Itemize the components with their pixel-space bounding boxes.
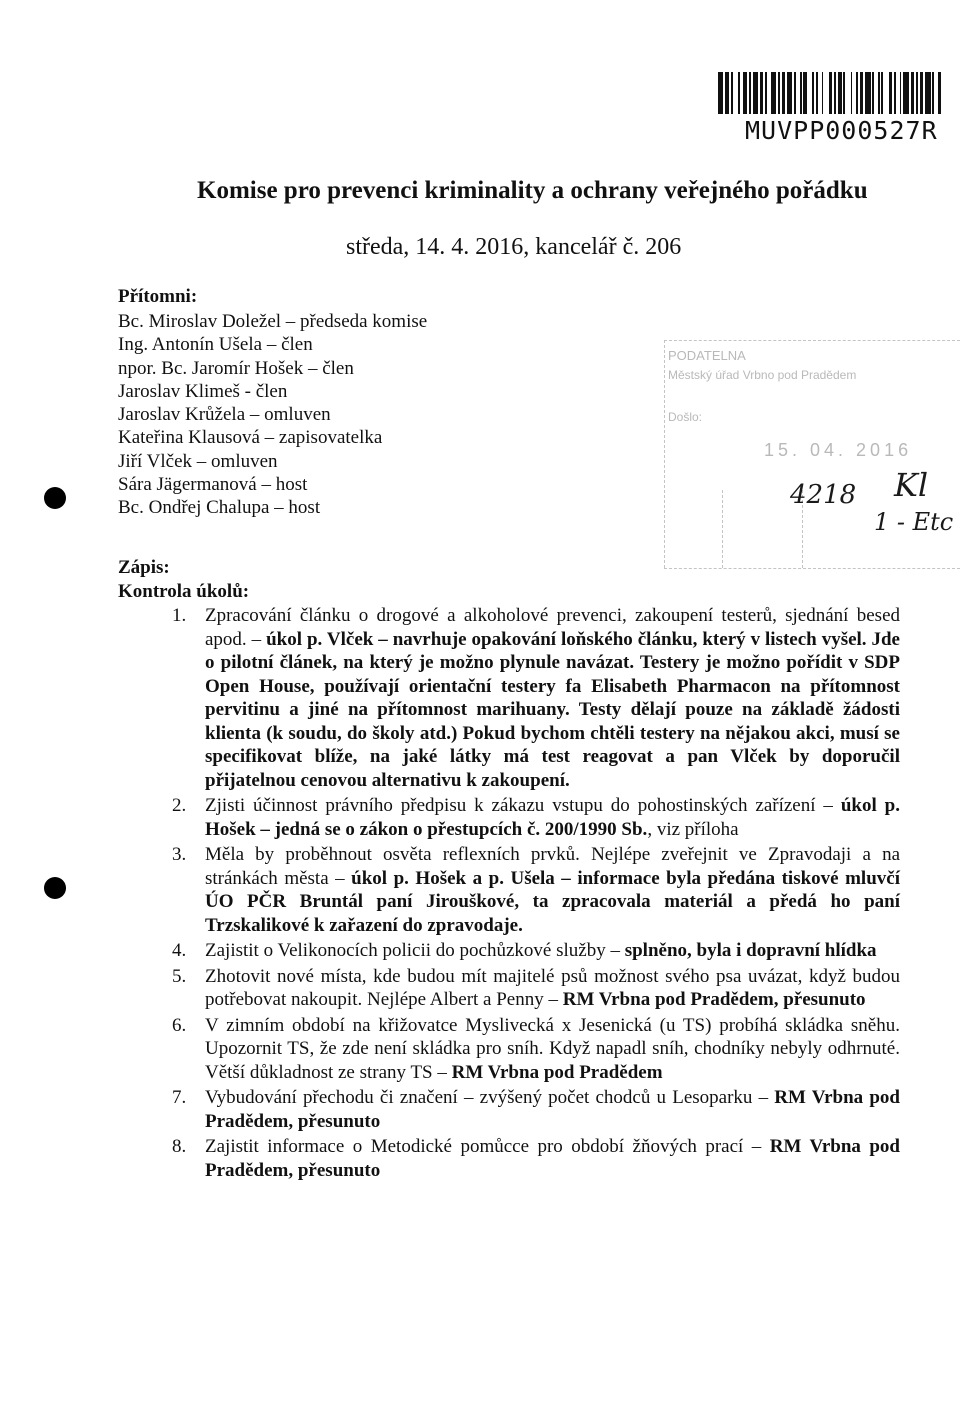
task-list (172, 604, 900, 1184)
task-item (172, 939, 900, 963)
task-item (172, 1135, 900, 1182)
attendance-label: Přítomni: (118, 286, 198, 307)
attendee: Jaroslav Klimeš - člen (118, 380, 288, 402)
attendee: Bc. Ondřej Chalupa – host (118, 497, 321, 519)
task-resolution: splněno, byla i dopravní hlídka (624, 940, 877, 961)
attendee: npor. Bc. Jaromír Hošek – člen (118, 357, 354, 379)
task-text: V zimním období na křižovatce Myslivecká x Jesenická (u TS) probíhá skládka sněhu. Upozornit TS, že zde není skládka pro sníh. Když napadl sníh, chodníky nebyly odhrnuté. Větší důkladnost ze strany TS – (205, 1014, 900, 1083)
attendee: Jaroslav Krůžela – omluven (118, 404, 331, 426)
minutes-label: Zápis: (118, 557, 170, 578)
handwritten-initials: Kl (894, 466, 929, 504)
task-number: 6. (172, 1014, 187, 1036)
task-number: 2. (172, 795, 187, 816)
task-resolution: RM Vrbna pod Pradědem, přesunuto (205, 1087, 900, 1132)
stamp-date: 15. 04. 2016 (764, 440, 913, 460)
task-item (172, 1014, 900, 1085)
task-item (172, 604, 900, 792)
task-number: 1. (172, 605, 187, 626)
task-number: 8. (172, 1136, 187, 1157)
receipt-stamp (662, 340, 960, 570)
document-id: MUVPP000527R (745, 116, 938, 145)
task-resolution: RM Vrbna pod Pradědem (451, 1061, 663, 1083)
task-review-label: Kontrola úkolů: (118, 581, 250, 602)
task-text: Zajistit informace o Metodické pomůcce pro období žňových prací – (205, 1136, 770, 1157)
task-resolution: úkol p. Hošek – jedná se o zákon o přestupcích č. 200/1990 Sb. (205, 795, 900, 840)
stamp-heading: PODATELNA (668, 348, 746, 363)
task-resolution: úkol p. Hošek a p. Ušela – informace byla předána tiskové mluvčí ÚO PČR Bruntál paní Jirouškové, ta zpracovala materiál a předá ho paní Trzskalikové k zařazení do zpravodaje. (205, 867, 900, 936)
task-number: 4. (172, 940, 187, 961)
attendee-list (118, 310, 427, 520)
stamp-received-label: Došlo: (668, 410, 703, 424)
task-item (172, 843, 900, 937)
meeting-date: středa, 14. 4. 2016, kancelář č. 206 (346, 234, 682, 260)
task-item (172, 965, 900, 1012)
task-resolution: RM Vrbna pod Pradědem, přesunuto (562, 989, 866, 1010)
task-item (172, 794, 900, 841)
task-text: Vybudování přechodu či značení – zvýšený počet chodců u Lesoparku – (205, 1087, 775, 1108)
barcode (718, 72, 944, 114)
attendee: Sára Jägermanová – host (118, 474, 308, 496)
handwritten-number: 4218 (790, 480, 857, 510)
stamp-office: Městský úřad Vrbno pod Pradědem (668, 368, 857, 382)
task-resolution: úkol p. Vlček – navrhuje opakování loňského článku, který v listech vyšel. Jde o pilotní článek, na který je možno plynule navázat. Testery je možno pořídit v SDP Open House, používají orientační testery fa Elisabeth Pharmacon na přítomnost pervitinu a jiné na přítomnost marihuany. Testy dělají pouze na základě žádosti klienta (k soudu, do školy atd.) Pokud bychom chtěli testery na nějakou akci, musí se specifikovat blíže, na jaké látky má test reagovat a pan Vlček by doporučil přijatelnou cenovou alternativu k zakoupení. (205, 628, 900, 791)
task-note: , viz příloha (647, 818, 739, 840)
task-text: Měla by proběhnout osvěta reflexních prvků. Nejlépe zveřejnit ve Zpravodaji a na stránkách města – (205, 844, 900, 889)
task-text: Zjisti účinnost právního předpisu k zákazu vstupu do pohostinských zařízení – (205, 795, 841, 816)
task-number: 3. (172, 844, 187, 865)
task-number: 7. (172, 1087, 187, 1108)
task-resolution: RM Vrbna pod Pradědem, přesunuto (205, 1136, 900, 1181)
task-text: Zajistit o Velikonocích policii do pochůzkové služby – (205, 940, 625, 961)
task-number: 5. (172, 965, 187, 987)
task-text: Zhotovit nové místa, kde budou mít majitelé psů možnost svého psa uvázat, když budou potřebovat nakoupit. Nejlépe Albert a Penny – (205, 965, 900, 1010)
attendee: Kateřina Klausová – zapisovatelka (118, 427, 383, 449)
document-title: Komise pro prevenci kriminality a ochrany veřejného pořádku (197, 177, 868, 204)
attendee: Bc. Miroslav Doležel – předseda komise (118, 311, 428, 332)
barcode-bar (941, 72, 943, 114)
task-text: Zpracování článku o drogové a alkoholové prevenci, zakoupení testerů, sjednání besed apod. – (205, 605, 900, 650)
attendee: Jiří Vlček – omluven (118, 450, 278, 472)
handwritten-pages: 1 - Etc (874, 508, 954, 536)
task-item (172, 1086, 900, 1133)
attendee: Ing. Antonín Ušela – člen (118, 334, 313, 356)
punch-hole (44, 877, 66, 899)
punch-hole (44, 487, 66, 509)
